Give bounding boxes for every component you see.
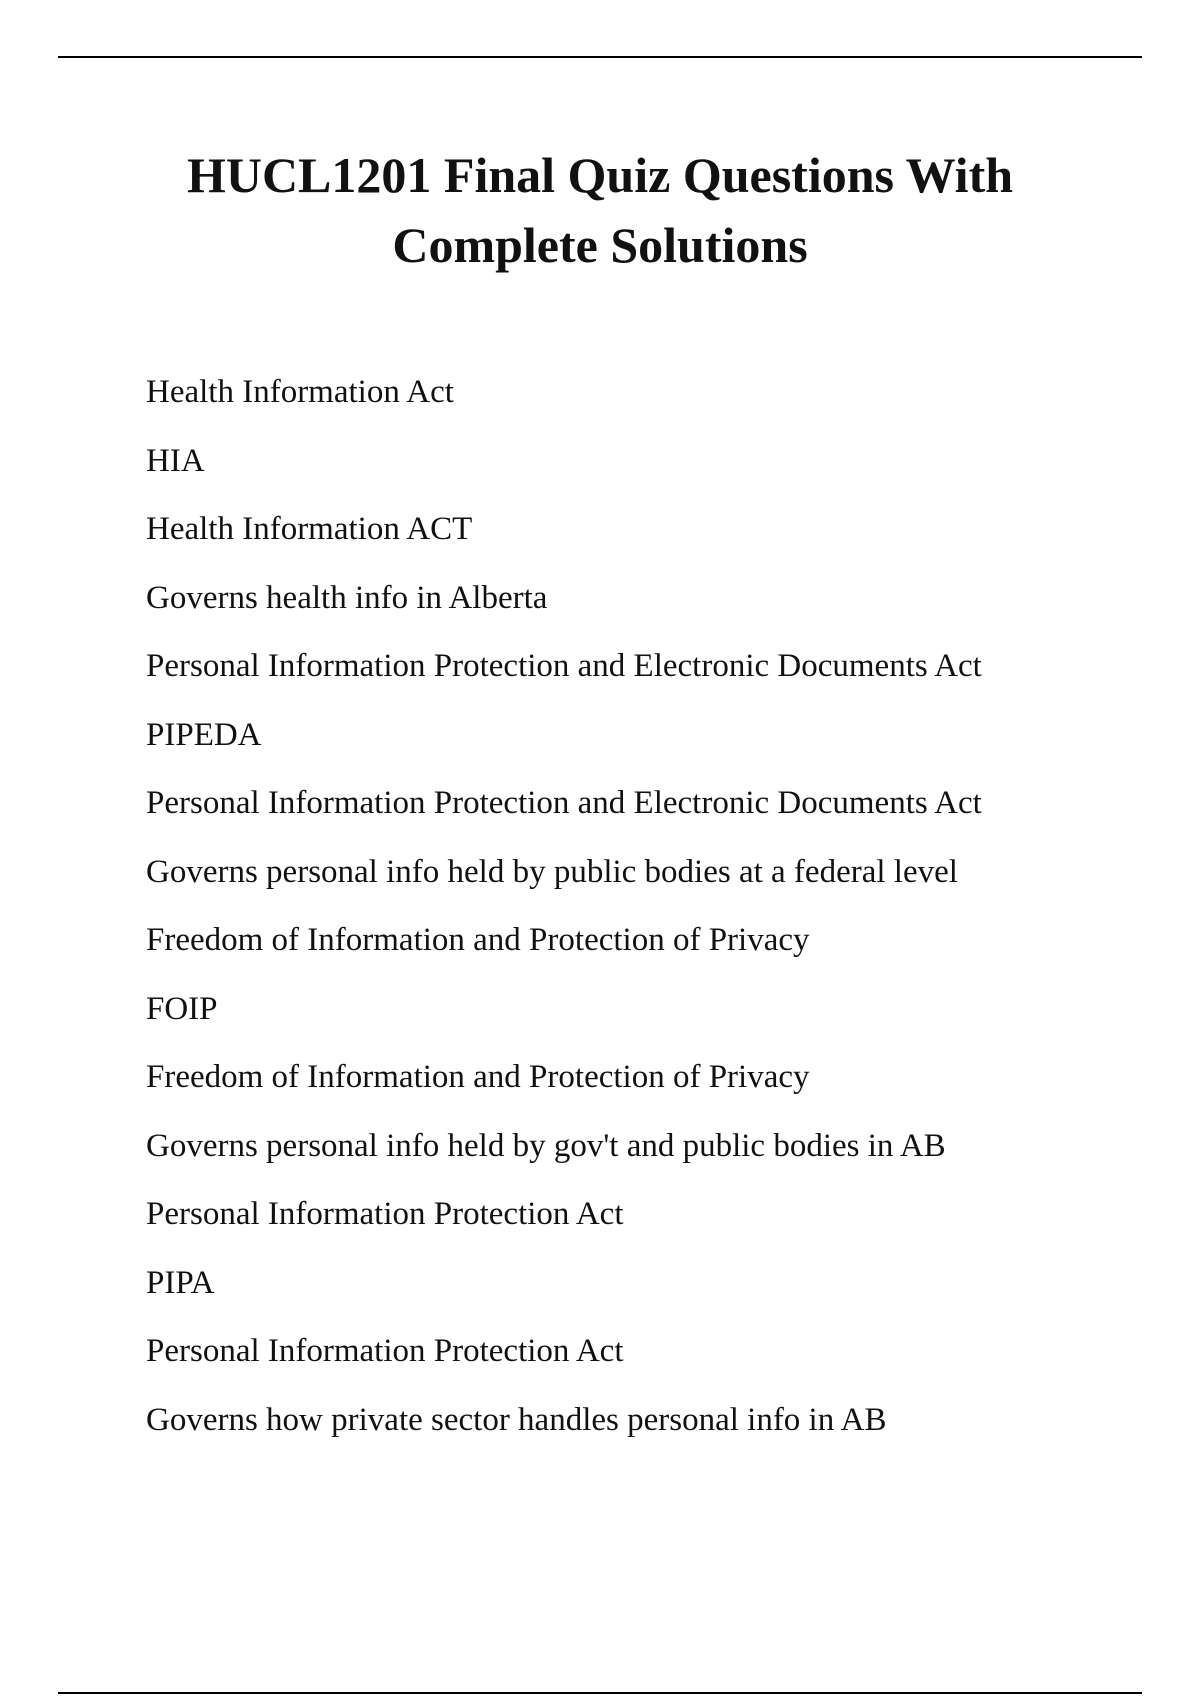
term-line: PIPEDA (146, 716, 262, 753)
title-line-2: Complete Solutions (392, 217, 808, 273)
term-line: Health Information Act (146, 374, 454, 410)
term-line: PIPA (146, 1264, 215, 1301)
term-line: FOIP (146, 990, 218, 1027)
top-divider (58, 56, 1142, 58)
quiz-content (146, 372, 1146, 1468)
term-line: Health Information ACT (146, 511, 473, 547)
definition-line: Governs personal info held by public bodies at a federal level (146, 853, 958, 890)
definition-line: Governs personal info held by gov't and public bodies in AB (146, 1127, 946, 1164)
definition-line: Governs health info in Alberta (146, 579, 548, 616)
title-line-1: HUCL1201 Final Quiz Questions With (186, 147, 1014, 203)
term-line: Personal Information Protection and Electronic Documents Act (146, 648, 982, 684)
term-line: Personal Information Protection and Electronic Documents Act (146, 785, 982, 821)
term-line: Personal Information Protection Act (146, 1333, 624, 1369)
document-title (0, 140, 1200, 280)
term-line: Personal Information Protection Act (146, 1196, 624, 1232)
definition-line: Governs how private sector handles personal info in AB (146, 1401, 887, 1438)
term-line: Freedom of Information and Protection of Privacy (146, 1059, 810, 1095)
term-line: HIA (146, 442, 205, 479)
term-line: Freedom of Information and Protection of Privacy (146, 922, 810, 958)
bottom-divider (58, 1692, 1142, 1694)
